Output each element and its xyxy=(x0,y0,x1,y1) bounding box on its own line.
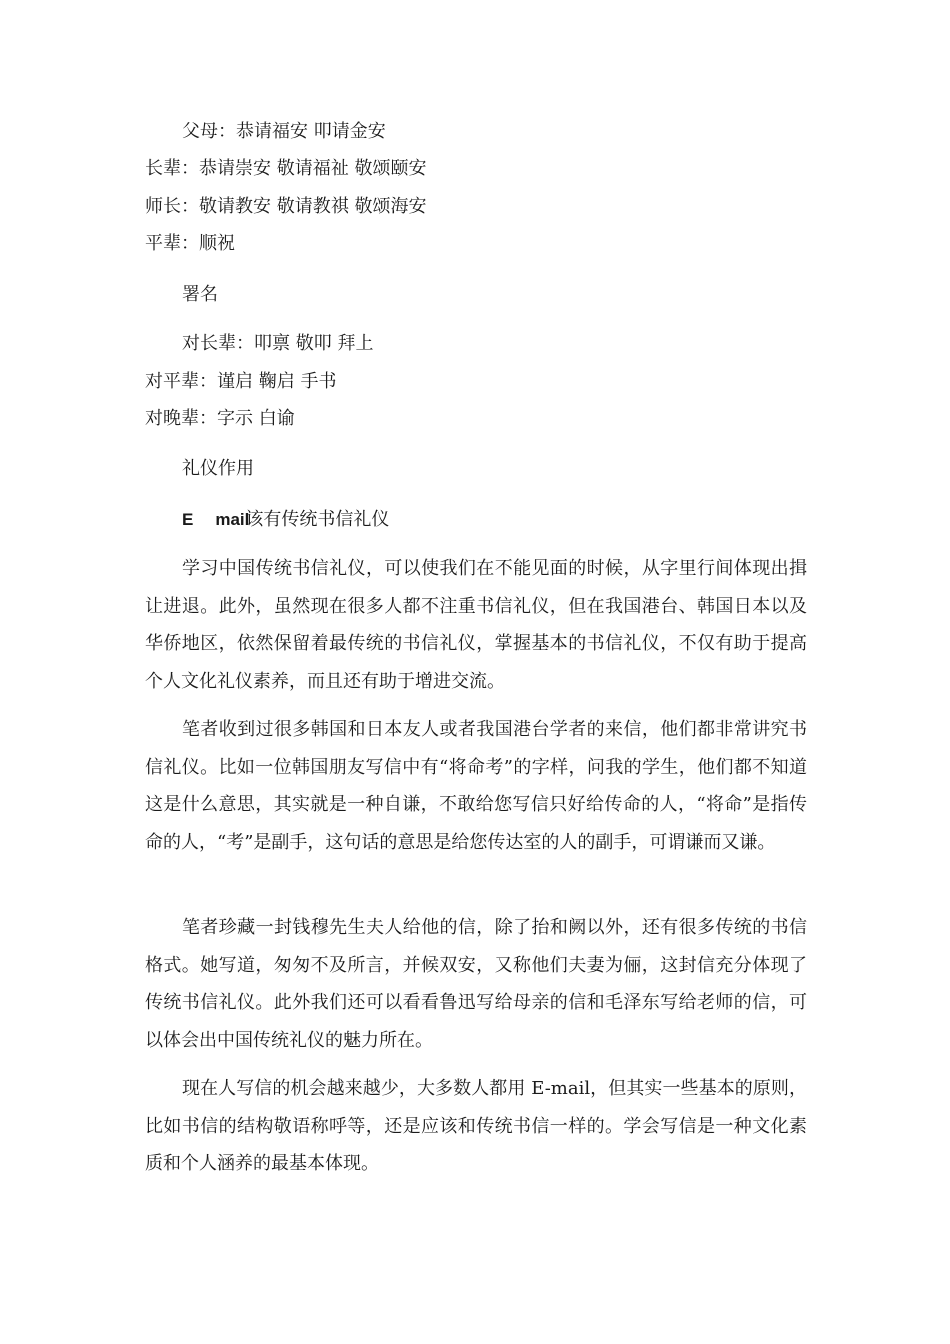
email-heading-rest: 该有传统书信礼仪 xyxy=(245,509,390,530)
signature-heading: 署名 xyxy=(182,284,218,305)
signature-to-elders: 对长辈：叩禀 敬叩 拜上 xyxy=(182,333,374,354)
signature-to-peers: 对平辈：谨启 鞠启 手书 xyxy=(145,371,337,392)
email-heading-word: mail xyxy=(215,510,250,529)
email-heading xyxy=(182,508,389,532)
paragraph-4: 现在人写信的机会越来越少，大多数人都用 E-mail，但其实一些基本的原则，比如书信的结构敬语称呼等，还是应该和传统书信一样的。学会写信是一种文化素质和个人涵养的最基本体现。 xyxy=(145,1078,807,1174)
salutation-peers: 平辈：顺祝 xyxy=(145,233,235,254)
paragraph-3: 笔者珍藏一封钱穆先生夫人给他的信，除了抬和阙以外，还有很多传统的书信格式。她写道，匆匆不及所言，并候双安，又称他们夫妻为俪，这封信充分体现了传统书信礼仪。此外我们还可以看看鲁迅写给母亲的信和毛泽东写给老师的信，可以体会出中国传统礼仪的魅力所在。 xyxy=(145,917,807,1051)
salutation-parents: 父母：恭请福安 叩请金安 xyxy=(182,121,386,142)
signature-to-juniors: 对晚辈：字示 白谕 xyxy=(145,408,295,429)
paragraph-1: 学习中国传统书信礼仪，可以使我们在不能见面的时候，从字里行间体现出揖让进退。此外，虽然现在很多人都不注重书信礼仪，但在我国港台、韩国日本以及华侨地区，依然保留着最传统的书信礼仪，掌握基本的书信礼仪，不仅有助于提高个人文化礼仪素养，而且还有助于增进交流。 xyxy=(145,558,807,692)
email-heading-letter: E xyxy=(182,510,194,529)
salutation-teachers: 师长：敬请教安 敬请教祺 敬颂海安 xyxy=(145,196,427,217)
paragraph-2: 笔者收到过很多韩国和日本友人或者我国港台学者的来信，他们都非常讲究书信礼仪。比如一位韩国朋友写信中有“将命考”的字样，问我的学生，他们都不知道这是什么意思，其实就是一种自谦，不敢给您写信只好给传命的人，“将命”是指传命的人，“考”是副手，这句话的意思是给您传达室的人的副手，可谓谦而又谦。 xyxy=(145,719,807,853)
salutation-elders: 长辈：恭请崇安 敬请福祉 敬颂颐安 xyxy=(145,158,427,179)
etiquette-heading: 礼仪作用 xyxy=(182,458,254,479)
